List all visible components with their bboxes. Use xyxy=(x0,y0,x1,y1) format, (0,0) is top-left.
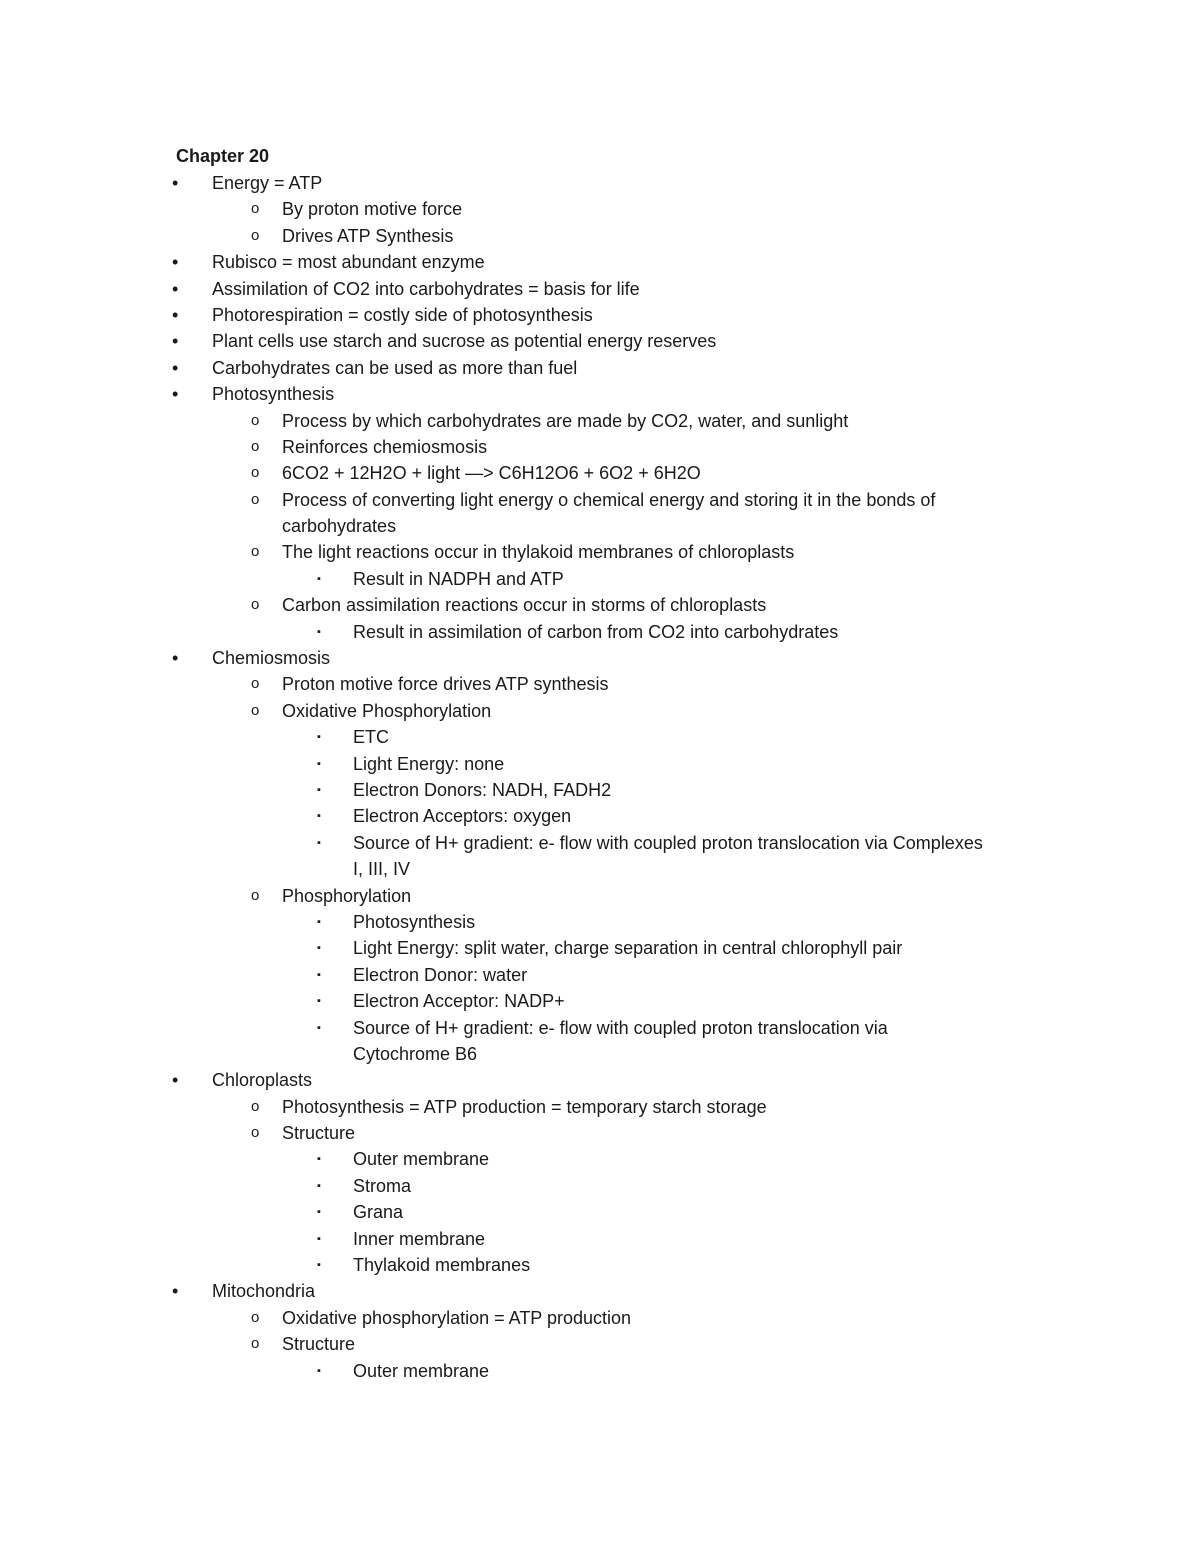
list-item-text: ETC xyxy=(353,727,389,748)
bullet-marker: • xyxy=(172,648,179,669)
list-item-text: Oxidative Phosphorylation xyxy=(282,700,492,721)
list-item-text: Process by which carbohydrates are made by CO2, water, and sunlight xyxy=(282,410,849,431)
bullet-marker: ▪ xyxy=(317,1021,321,1034)
list-item-text: Assimilation of CO2 into carbohydrates = basis for life xyxy=(212,278,640,299)
bullet-marker: ▪ xyxy=(317,1364,321,1377)
bullet-marker: o xyxy=(251,543,260,561)
bullet-marker: • xyxy=(172,173,179,193)
bullet-list xyxy=(0,170,1200,1384)
list-item xyxy=(0,1305,1200,1331)
bullet-marker: o xyxy=(251,1124,260,1142)
bullet-marker: o xyxy=(251,200,260,218)
list-item xyxy=(0,302,1200,328)
bullet-marker: • xyxy=(172,304,179,325)
list-item-text: Chemiosmosis xyxy=(212,648,331,669)
bullet-marker: ▪ xyxy=(317,810,321,823)
list-item xyxy=(0,1146,1200,1172)
bullet-marker: ▪ xyxy=(317,572,321,585)
list-item xyxy=(0,883,1200,909)
list-item-text: Stroma xyxy=(353,1175,412,1196)
list-item xyxy=(0,698,1200,724)
list-item-text: Inner membrane xyxy=(353,1228,486,1249)
list-item-text: Reinforces chemiosmosis xyxy=(282,436,488,457)
list-item xyxy=(0,962,1200,988)
bullet-marker: o xyxy=(251,1308,260,1326)
list-item xyxy=(0,170,1200,196)
list-item-text: Oxidative phosphorylation = ATP production xyxy=(282,1307,632,1328)
list-item-text: Photorespiration = costly side of photosynthesis xyxy=(212,304,593,325)
list-item xyxy=(0,988,1200,1014)
list-item xyxy=(0,619,1200,645)
list-item-text: Process of converting light energy o chemical energy and storing it in the bonds of xyxy=(282,489,936,510)
list-item-text: Grana xyxy=(353,1202,404,1223)
bullet-marker: o xyxy=(251,464,260,482)
list-item-text: Source of H+ gradient: e- flow with coupled proton translocation via Complexes xyxy=(353,832,983,853)
list-item xyxy=(0,249,1200,275)
list-item-text: Electron Acceptors: oxygen xyxy=(353,806,572,827)
bullet-marker: • xyxy=(172,357,179,378)
bullet-marker: ▪ xyxy=(317,1206,321,1219)
bullet-marker: o xyxy=(251,596,260,614)
list-item xyxy=(0,803,1200,829)
bullet-marker: • xyxy=(172,331,179,352)
list-item-text: Photosynthesis xyxy=(212,384,335,405)
bullet-marker: ▪ xyxy=(317,836,321,849)
list-item xyxy=(0,1278,1200,1304)
list-item xyxy=(0,408,1200,434)
bullet-marker: ▪ xyxy=(317,757,321,770)
list-item-text: Photosynthesis xyxy=(353,911,476,932)
bullet-marker: ▪ xyxy=(317,1179,321,1192)
list-item-text: Structure xyxy=(282,1123,356,1144)
list-item-text: Phosphorylation xyxy=(282,885,412,906)
list-item-continuation xyxy=(0,513,1200,539)
list-item xyxy=(0,539,1200,565)
bullet-marker: • xyxy=(172,384,179,405)
list-item xyxy=(0,1226,1200,1252)
list-item xyxy=(0,487,1200,513)
list-item xyxy=(0,1173,1200,1199)
list-item xyxy=(0,830,1200,856)
list-item xyxy=(0,671,1200,697)
list-item xyxy=(0,381,1200,407)
page-title: Chapter 20 xyxy=(176,146,270,166)
bullet-marker: ▪ xyxy=(317,625,321,638)
list-item-text: I, III, IV xyxy=(353,859,411,880)
bullet-marker: ▪ xyxy=(317,1259,321,1272)
bullet-marker: ▪ xyxy=(317,731,321,744)
bullet-marker: • xyxy=(172,1281,179,1302)
list-item xyxy=(0,592,1200,618)
list-item-text: Proton motive force drives ATP synthesis xyxy=(282,674,609,695)
bullet-marker: o xyxy=(251,490,260,508)
bullet-marker: ▪ xyxy=(317,968,321,981)
list-item xyxy=(0,645,1200,671)
list-item xyxy=(0,724,1200,750)
list-item xyxy=(0,935,1200,961)
list-item xyxy=(0,460,1200,486)
list-item-text: Electron Acceptor: NADP+ xyxy=(353,991,565,1012)
list-item-text: Drives ATP Synthesis xyxy=(282,225,454,246)
list-item xyxy=(0,434,1200,460)
list-item-text: Energy = ATP xyxy=(212,173,323,193)
list-item xyxy=(0,1331,1200,1357)
list-item xyxy=(0,909,1200,935)
list-item xyxy=(0,276,1200,302)
bullet-marker: o xyxy=(251,1335,260,1353)
list-item-text: Carbon assimilation reactions occur in storms of chloroplasts xyxy=(282,595,767,616)
list-item-text: Result in NADPH and ATP xyxy=(353,568,564,589)
bullet-marker: ▪ xyxy=(317,915,321,928)
list-item-text: Structure xyxy=(282,1334,356,1355)
list-item-text: Electron Donor: water xyxy=(353,964,528,985)
bullet-marker: • xyxy=(172,278,179,299)
list-item-text: Cytochrome B6 xyxy=(353,1043,478,1064)
list-item xyxy=(0,223,1200,249)
list-item xyxy=(0,1358,1200,1384)
bullet-marker: • xyxy=(172,1070,179,1091)
list-item xyxy=(0,1252,1200,1278)
bullet-marker: o xyxy=(251,675,260,693)
list-item-text: Photosynthesis = ATP production = temporary starch storage xyxy=(282,1096,767,1117)
list-item-text: Electron Donors: NADH, FADH2 xyxy=(353,779,612,800)
bullet-marker: o xyxy=(251,437,260,455)
bullet-marker: o xyxy=(251,1097,260,1115)
list-item-text: Result in assimilation of carbon from CO2 into carbohydrates xyxy=(353,621,839,642)
list-item-text: Outer membrane xyxy=(353,1149,490,1170)
list-item xyxy=(0,777,1200,803)
list-item xyxy=(0,196,1200,222)
list-item-text: Thylakoid membranes xyxy=(353,1255,531,1276)
bullet-marker: o xyxy=(251,701,260,719)
list-item-text: Source of H+ gradient: e- flow with coupled proton translocation via xyxy=(353,1017,888,1038)
list-item-text: Carbohydrates can be used as more than fuel xyxy=(212,357,578,378)
bullet-marker: o xyxy=(251,226,260,244)
bullet-marker: ▪ xyxy=(317,1153,321,1166)
bullet-marker: o xyxy=(251,886,260,904)
list-item xyxy=(0,1015,1200,1041)
bullet-marker: ▪ xyxy=(317,995,321,1008)
bullet-marker: ▪ xyxy=(317,1232,321,1245)
list-item xyxy=(0,1067,1200,1093)
list-item-text: Rubisco = most abundant enzyme xyxy=(212,252,485,273)
list-item xyxy=(0,566,1200,592)
list-item-continuation xyxy=(0,856,1200,882)
bullet-marker: • xyxy=(172,252,179,273)
list-item xyxy=(0,1199,1200,1225)
list-item xyxy=(0,328,1200,354)
list-item-text: 6CO2 + 12H2O + light —> C6H12O6 + 6O2 + 6H2O xyxy=(282,463,701,484)
list-item xyxy=(0,1120,1200,1146)
list-item-text: Light Energy: none xyxy=(353,753,505,774)
list-item-text: The light reactions occur in thylakoid membranes of chloroplasts xyxy=(282,542,795,563)
list-item-text: Light Energy: split water, charge separation in central chlorophyll pair xyxy=(353,938,903,959)
list-item-text: Mitochondria xyxy=(212,1281,316,1302)
list-item-text: Outer membrane xyxy=(353,1360,490,1381)
list-item-text: Chloroplasts xyxy=(212,1070,313,1091)
bullet-marker: ▪ xyxy=(317,783,321,796)
list-item-text: Plant cells use starch and sucrose as potential energy reserves xyxy=(212,331,717,352)
list-item-continuation xyxy=(0,1041,1200,1067)
list-item xyxy=(0,751,1200,777)
bullet-marker: ▪ xyxy=(317,942,321,955)
list-item-text: carbohydrates xyxy=(282,516,397,537)
bullet-marker: o xyxy=(251,411,260,429)
list-item-text: By proton motive force xyxy=(282,199,463,220)
list-item xyxy=(0,1094,1200,1120)
list-item xyxy=(0,355,1200,381)
